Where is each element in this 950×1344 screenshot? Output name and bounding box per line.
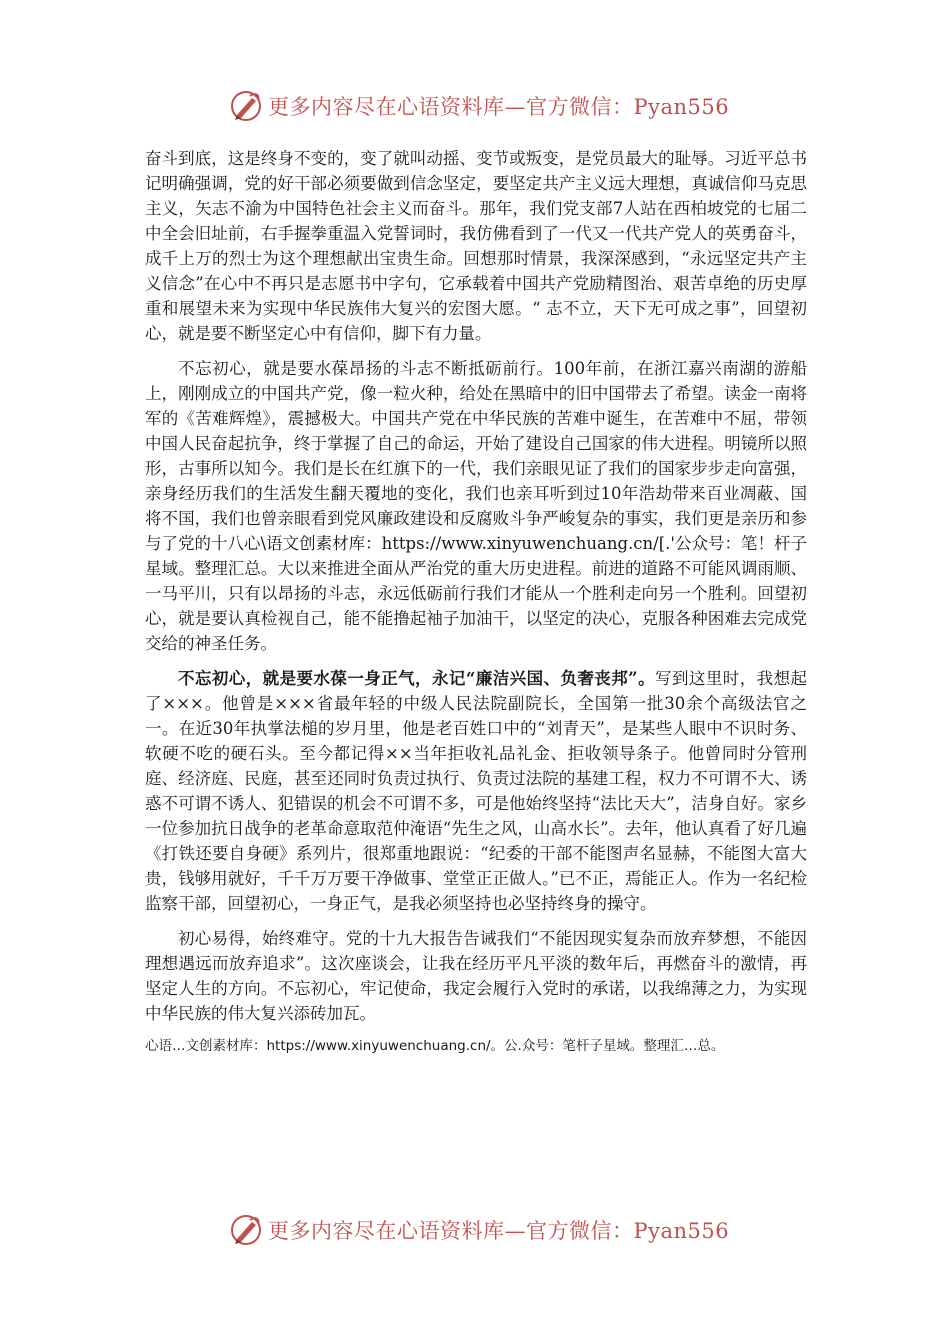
paragraph-4: 初心易得，始终难守。党的十九大报告告诫我们“不能因现实复杂而放弃梦想，不能因理想遇远而放弃追求”。这次座谈会，让我在经历平凡平淡的数年后，再燃奋斗的激情，再坚定人生的方向。不忘初心，牢记使命，我定会履行入党时的承诺，以我绵薄之力，为实现中华民族的伟大复兴添砖加瓦。: [145, 929, 807, 1023]
paragraph-1: 奋斗到底，这是终身不变的，变了就叫动摇、变节或叛变，是党员最大的耻辱。习近平总书记明确强调，党的好干部必须要做到信念坚定，要坚定共产主义远大理想，真诚信仰马克思主义，矢志不渝为中国特色社会主义而奋斗。那年，我们党支部7人站在西柏坡党的七届二中全会旧址前，右手握拳重温入党誓词时，我仿佛看到了一代又一代共产党人的英勇奋斗，成千上万的烈士为这个理想献出宝贵生命。回想那时情景，我深深感到，“永远坚定共产主义信念”在心中不再只是志愿书中字句，它承载着中国共产党励精图治、艰苦卓绝的历史厚重和展望未来为实现中华民族伟大复兴的宏图大愿。“ 志不立，天下无可成之事”，回望初心，就是要不断坚定心中有信仰，脚下有力量。: [145, 149, 807, 343]
article-body: [145, 146, 807, 1056]
paragraph-3-text: 写到这里时，我想起了×××。他曾是×××省最年轻的中级人民法院副院长，全国第一批30余个高级法官之一。在近30年执掌法槌的岁月里，他是老百姓口中的“刘青天”，是某些人眼中不识时务、软硬不吃的硬石头。至今都记得××当年拒收礼品礼金、拒收领导条子。他曾同时分管刑庭、经济庭、民庭，甚至还同时负责过执行、负责过法院的基建工程，权力不可谓不大、诱惑不可谓不诱人、犯错误的机会不可谓不多，可是他始终坚持“法比天大”，洁身自好。家乡一位参加抗日战争的老革命意取范仲淹语“先生之风，山高水长”。去年，他认真看了好几遍《打铁还要自身硬》系列片，很郑重地跟说：“纪委的干部不能图声名显赫，不能图大富大贵，钱够用就好，千千万万要干净做事、堂堂正正做人。”已不正，焉能正人。作为一名纪检监察干部，回望初心，一身正气，是我必须坚持也必坚持终身的操守。: [145, 669, 808, 913]
banner-text: 更多内容尽在心语资料库—官方微信：Pyan556: [268, 1219, 730, 1243]
pen-logo-icon: [228, 88, 264, 124]
banner-text: 更多内容尽在心语资料库—官方微信：Pyan556: [268, 95, 730, 119]
source-note: 心语…文创素材库：https://www.xinyuwenchuang.cn/。公.众号：笔杆子星域。整理汇…总。: [145, 1038, 725, 1054]
paragraph-3: [145, 666, 807, 916]
paragraph-2: 不忘初心，就是要水葆昂扬的斗志不断抵砺前行。100年前，在浙江嘉兴南湖的游船上，刚刚成立的中国共产党，像一粒火种，给处在黑暗中的旧中国带去了希望。读金一南将军的《苦难辉煌》，震撼极大。中国共产党在中华民族的苦难中诞生，在苦难中不屈，带领中国人民奋起抗争，终于掌握了自己的命运，开始了建设自己国家的伟大进程。明镜所以照形，古事所以知今。我们是长在红旗下的一代，我们亲眼见证了我们的国家步步走向富强，亲身经历我们的生活发生翻天覆地的变化，我们也亲耳听到过10年浩劫带来百业凋蔽、国将不国，我们也曾亲眼看到党风廉政建设和反腐败斗争严峻复杂的事实，我们更是亲历和参与了党的十八心\语文创素材库：https://www.xinyuwenchuang.cn/[.'公众号：笔！杆子星域。整理汇总。大以来推进全面从严治党的重大历史进程。前进的道路不可能风调雨顺、一马平川，只有以昂扬的斗志，永远低砺前行我们才能从一个胜利走向另一个胜利。回望初心，就是要认真检视自己，能不能撸起袖子加油干，以坚定的决心，克服各种困难去完成党交给的神圣任务。: [145, 359, 807, 653]
paragraph-3-lead: 不忘初心，就是要水葆一身正气，永记“廉洁兴国、负奢丧邦”。: [178, 669, 656, 688]
footer-banner: [228, 1210, 730, 1250]
header-banner: [228, 86, 730, 126]
pen-logo-icon: [228, 1212, 264, 1248]
